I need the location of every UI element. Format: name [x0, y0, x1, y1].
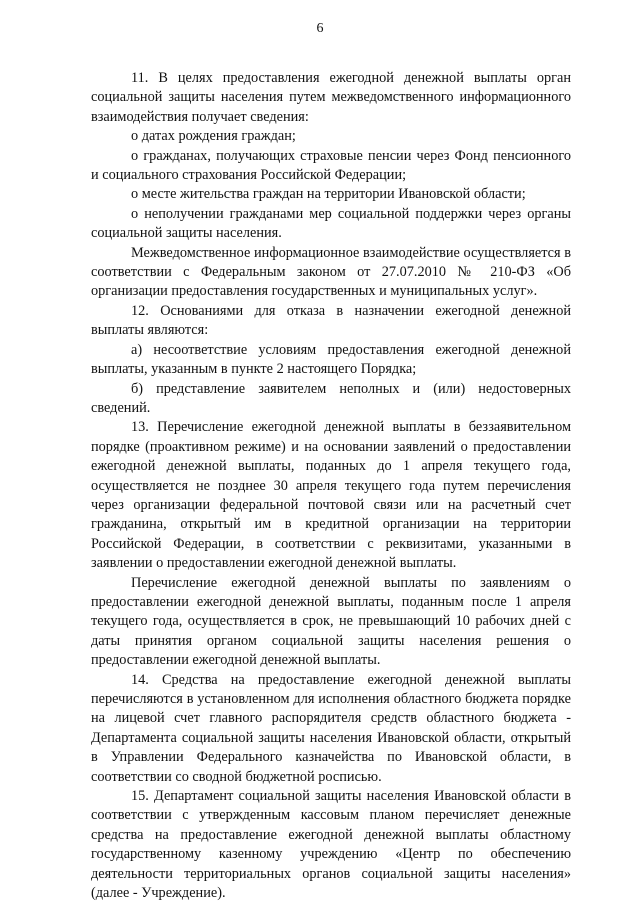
paragraph-residence: о месте жительства граждан на территории Ивановской области; [131, 186, 526, 203]
paragraph-12-grounds: 12. Основаниями для отказа в назначении ежегодной денежной выплаты являются: [91, 302, 571, 339]
paragraph-non-receipt: о неполучении гражданами мер социальной поддержки через органы социальной защиты населения. [91, 205, 571, 242]
document-body [91, 69, 571, 903]
paragraph-11-intro: 11. В целях предоставления ежегодной денежной выплаты орган социальной защиты населения путем межведомственного информационного взаимодействия получает сведения: [91, 70, 571, 125]
paragraph-13-transfer: 13. Перечисление ежегодной денежной выплаты в беззаявительном порядке (проактивном режиме) и на основании заявлений о предоставлении ежегодной денежной выплаты, поданных до 1 апреля текущего года, осуществляется не позднее 30 апреля текущего года путем перечисления через организации федеральной почтовой связи или на расчетный счет гражданина, открытый им в кредитной организации на территории Российской Федерации, в соответствии с реквизитами, указанными в заявлении о предоставлении ежегодной денежной выплаты. [91, 419, 571, 572]
paragraph-14-funds: 14. Средства на предоставление ежегодной денежной выплаты перечисляются в установленном для исполнения областного бюджета порядке на лицевой счет главного распорядителя средств областного бюджета - Департамента социальной защиты населения Ивановской области, открытый в Управлении Федерального казначейства по Ивановской области, в соответствии со сводной бюджетной росписью. [91, 671, 571, 785]
paragraph-15-department: 15. Департамент социальной защиты населения Ивановской области в соответствии с утвержденным кассовым планом перечисляет денежные средства на предоставление ежегодной денежной выплаты областному государственному казенному учреждению «Центр по обеспечению деятельности территориальных органов социальной защиты населения» (далее - Учреждение). [91, 788, 571, 902]
paragraph-interaction-law: Межведомственное информационное взаимодействие осуществляется в соответствии с Федеральным законом от 27.07.2010 № 210-ФЗ «Об организации предоставления государственных и муниципальных услуг». [91, 244, 571, 300]
page-number: 6 [316, 21, 324, 36]
paragraph-pensions: о гражданах, получающих страховые пенсии через Фонд пенсионного и социального страхования Российской Федерации; [91, 147, 571, 184]
paragraph-13-after-april: Перечисление ежегодной денежной выплаты по заявлениям о предоставлении ежегодной денежной выплаты, поданным после 1 апреля текущего года, осуществляется в срок, не превышающий 10 рабочих дней с даты принятия органом социальной защиты населения решения о предоставлении ежегодной денежной выплаты. [91, 574, 571, 669]
paragraph-birth-dates: о датах рождения граждан; [131, 128, 296, 145]
paragraph-12-b: б) представление заявителем неполных и (или) недостоверных сведений. [91, 380, 571, 416]
paragraph-12-a: а) несоответствие условиям предоставления ежегодной денежной выплаты, указанным в пункте 2 настоящего Порядка; [91, 341, 571, 378]
